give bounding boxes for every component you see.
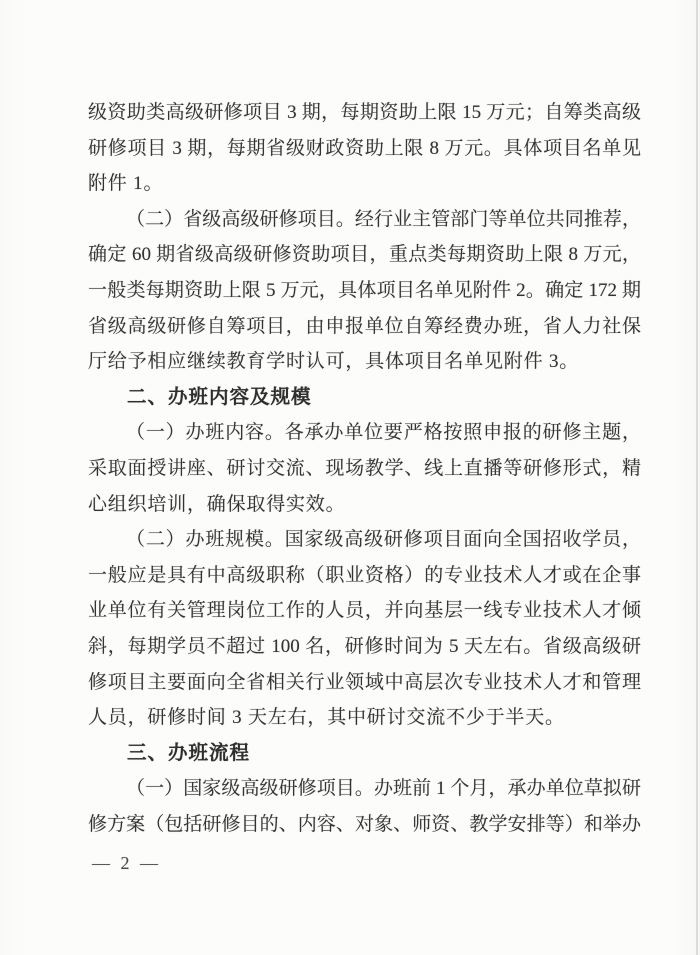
text-line: 厅给予相应继续教育学时认可，具体项目名单见附件 3。 (88, 351, 580, 373)
text-line: （一）国家级高级研修项目。办班前 1 个月，承办单位草拟研 (126, 778, 641, 800)
text-line: 级资助类高级研修项目 3 期，每期资助上限 15 万元；自筹类高级 (88, 102, 641, 123)
text-line: 省级高级研修自筹项目，由申报单位自筹经费办班，省人力社保 (88, 315, 641, 337)
text-line: 斜，每期学员不超过 100 名，研修时间为 5 天左右。省级高级研 (88, 635, 641, 657)
text-line: 一般应是具有中高级职称（职业资格）的专业技术人才或在企事 (88, 564, 641, 586)
text-line: 附件 1。 (88, 173, 164, 195)
text-line: 心组织培训，确保取得实效。 (88, 493, 346, 515)
text-line: 一般类每期资助上限 5 万元，具体项目名单见附件 2。确定 172 期 (88, 279, 641, 301)
scan-edge-line (696, 0, 698, 955)
document-body (88, 95, 641, 842)
text-line: （一）办班内容。各承办单位要严格按照申报的研修主题， (126, 422, 641, 444)
section-heading: 二、办班内容及规模 (127, 385, 312, 408)
text-line: 采取面授讲座、研讨交流、现场教学、线上直播等研修形式，精 (88, 457, 641, 479)
text-line: 修方案（包括研修目的、内容、对象、师资、教学安排等）和举办 (88, 813, 641, 835)
text-line: 确定 60 期省级高级研修资助项目，重点类每期资助上限 8 万元， (88, 244, 641, 266)
text-line: 修项目主要面向全省相关行业领域中高层次专业技术人才和管理 (88, 671, 641, 693)
text-line: 业单位有关管理岗位工作的人员，并向基层一线专业技术人才倾 (88, 600, 641, 622)
text-line: （二）省级高级研修项目。经行业主管部门等单位共同推荐， (126, 208, 641, 230)
text-line: 研修项目 3 期，每期省级财政资助上限 8 万元。具体项目名单见 (88, 137, 641, 159)
text-line: 人员，研修时间 3 天左右，其中研讨交流不少于半天。 (88, 707, 565, 729)
section-heading: 三、办班流程 (127, 741, 251, 764)
page-number: — 2 — (92, 853, 161, 873)
text-line: （二）办班规模。国家级高级研修项目面向全国招收学员， (126, 529, 641, 551)
